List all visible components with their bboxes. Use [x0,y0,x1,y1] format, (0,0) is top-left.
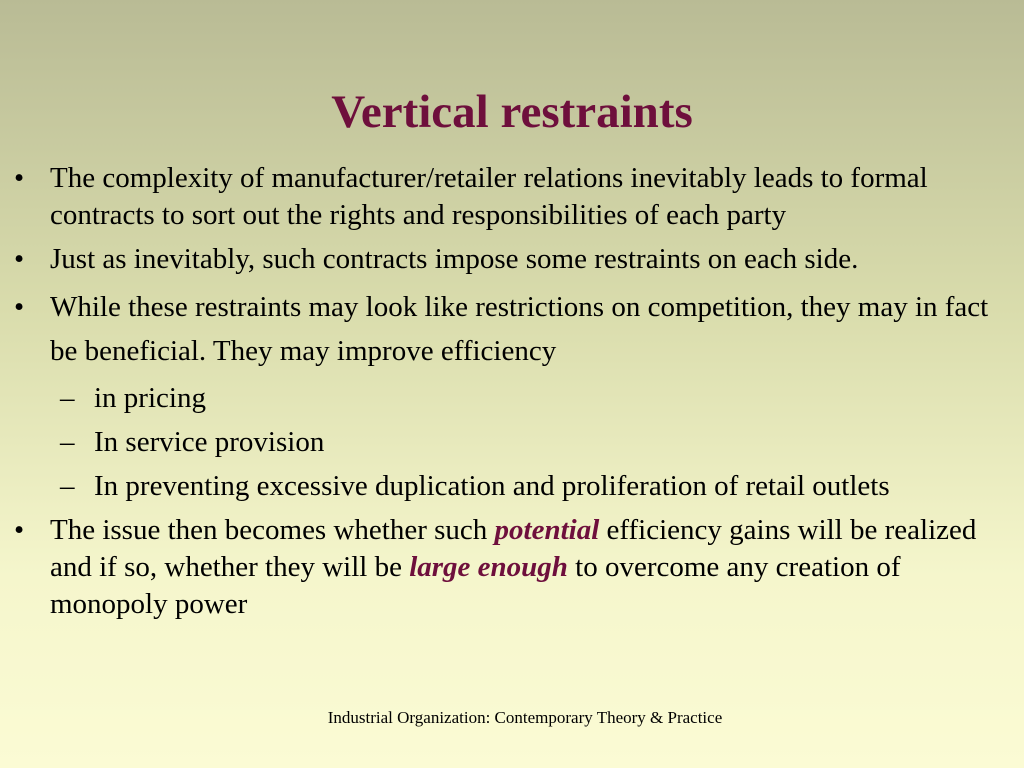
bullet-text: While these restraints may look like restrictions on competition, they may in fact be beneficial. They may improve efficiency [50,291,989,367]
bullet-item [14,512,1020,623]
bullet-marker: • [14,162,25,194]
bullet-marker: • [14,243,25,275]
bullet-item [14,241,1020,278]
emphasis-text: potential [494,514,600,546]
sub-bullet-marker: – [60,470,75,502]
bullet-item [14,160,1020,234]
bullet-list [14,160,1020,630]
emphasis-text: large enough [409,551,568,583]
bullet-text-part: efficiency gains will be realized and if so, whether they will be [50,514,977,583]
sub-bullet-item [14,380,1020,417]
slide-title: Vertical restraints [331,86,693,138]
sub-bullet-text: In preventing excessive duplication and proliferation of retail outlets [94,470,890,502]
sub-bullet-text: In service provision [94,426,325,458]
bullet-item [14,285,1020,373]
bullet-text-part: The issue then becomes whether such [50,514,495,546]
sub-bullet-text: in pricing [94,382,206,414]
slide-footer: Industrial Organization: Contemporary Theory & Practice [327,708,723,727]
bullet-marker: • [14,291,25,323]
sub-bullet-item [14,424,1020,461]
sub-bullet-item [14,468,1020,505]
bullet-marker: • [14,514,25,546]
sub-bullet-marker: – [60,426,75,458]
bullet-text: The complexity of manufacturer/retailer relations inevitably leads to formal contracts to sort out the rights and responsibilities of each party [50,162,928,231]
bullet-text: Just as inevitably, such contracts impose some restraints on each side. [50,243,859,275]
bullet-text-part: to overcome any creation of monopoly power [50,551,901,620]
sub-bullet-marker: – [60,382,75,414]
